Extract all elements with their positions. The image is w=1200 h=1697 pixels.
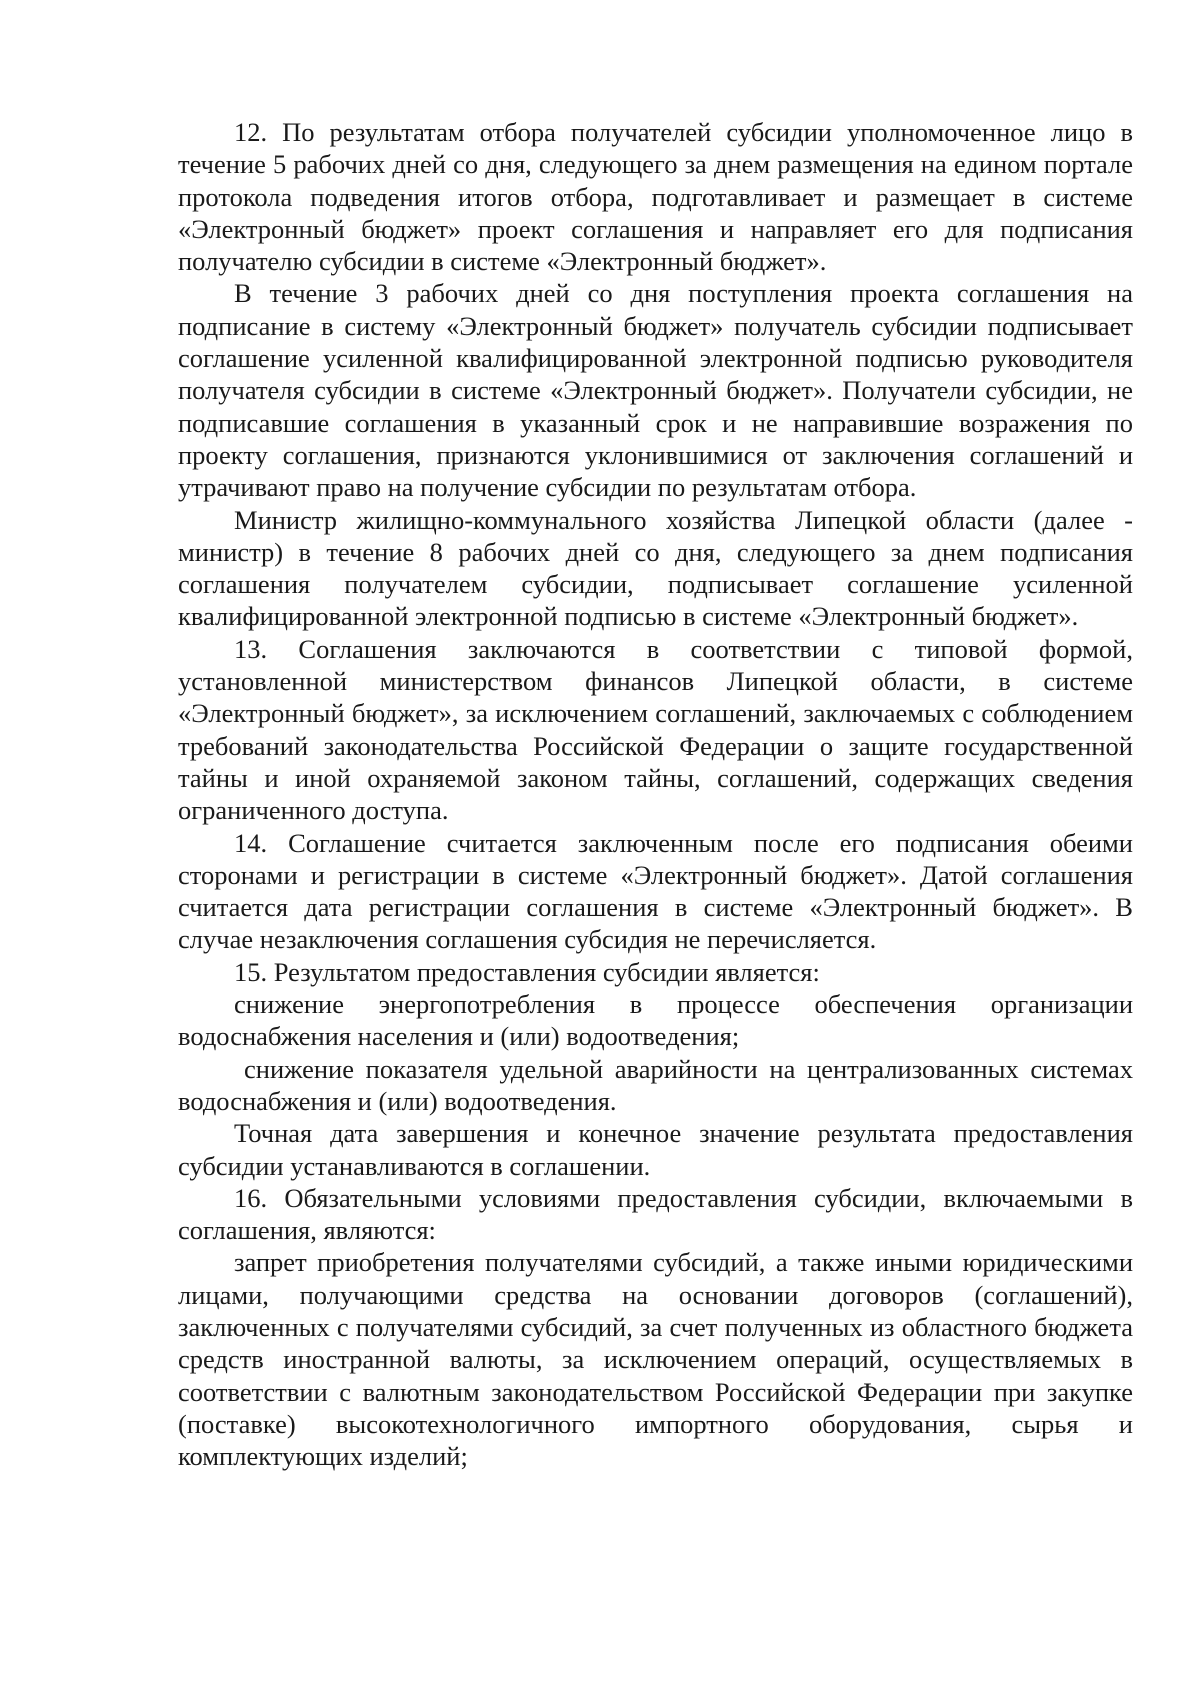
paragraph-12: 12. По результатам отбора получателей субсидии уполномоченное лицо в течение 5 рабочих дней со дня, следующего за днем размещения на едином портале протокола подведения итогов отбора, подготавливает и размещает в системе «Электронный бюджет» проект соглашения и направляет его для подписания получателю субсидии в системе «Электронный бюджет». bbox=[178, 117, 1133, 277]
paragraph-15-date: Точная дата завершения и конечное значение результата предоставления субсидии устанавливаются в соглашении. bbox=[178, 1118, 1133, 1181]
paragraph-15: 15. Результатом предоставления субсидии является: bbox=[234, 956, 820, 987]
document-page bbox=[178, 116, 1133, 1472]
paragraph-12-minister: Министр жилищно-коммунального хозяйства Липецкой области (далее - министр) в течение 8 рабочих дней со дня, следующего за днем подписания соглашения получателем субсидии, подписывает соглашение усиленной квалифицированной электронной подписью в системе «Электронный бюджет». bbox=[178, 504, 1133, 632]
paragraph-13: 13. Соглашения заключаются в соответствии с типовой формой, установленной министерством финансов Липецкой области, в системе «Электронный бюджет», за исключением соглашений, заключаемых с соблюдением требований законодательства Российской Федерации о защите государственной тайны и иной охраняемой законом тайны, соглашений, содержащих сведения ограниченного доступа. bbox=[178, 633, 1133, 826]
paragraph-12-signing: В течение 3 рабочих дней со дня поступления проекта соглашения на подписание в систему «Электронный бюджет» получатель субсидии подписывает соглашение усиленной квалифицированной электронной подписью руководителя получателя субсидии в системе «Электронный бюджет». Получатели субсидии, не подписавшие соглашения в указанный срок и не направившие возражения по проекту соглашения, признаются уклонившимися от заключения соглашений и утрачивают право на получение субсидии по результатам отбора. bbox=[178, 278, 1133, 503]
paragraph-15-item-1: снижение энергопотребления в процессе обеспечения организации водоснабжения населения и (или) водоотведения; bbox=[178, 989, 1133, 1052]
paragraph-15-item-2: снижение показателя удельной аварийности на централизованных системах водоснабжения и (или) водоотведения. bbox=[178, 1053, 1133, 1116]
paragraph-14: 14. Соглашение считается заключенным после его подписания обеими сторонами и регистрации в системе «Электронный бюджет». Датой соглашения считается дата регистрации соглашения в системе «Электронный бюджет». В случае незаключения соглашения субсидия не перечисляется. bbox=[178, 827, 1133, 955]
paragraph-16: 16. Обязательными условиями предоставления субсидии, включаемыми в соглашения, являются: bbox=[178, 1182, 1133, 1246]
paragraph-16-item-1: запрет приобретения получателями субсидий, а также иными юридическими лицами, получающими средства на основании договоров (соглашений), заключенных с получателями субсидий, за счет полученных из областного бюджета средств иностранной валюты, за исключением операций, осуществляемых в соответствии с валютным законодательством Российской Федерации при закупке (поставке) высокотехнологичного импортного оборудования, сырья и комплектующих изделий; bbox=[178, 1247, 1133, 1472]
